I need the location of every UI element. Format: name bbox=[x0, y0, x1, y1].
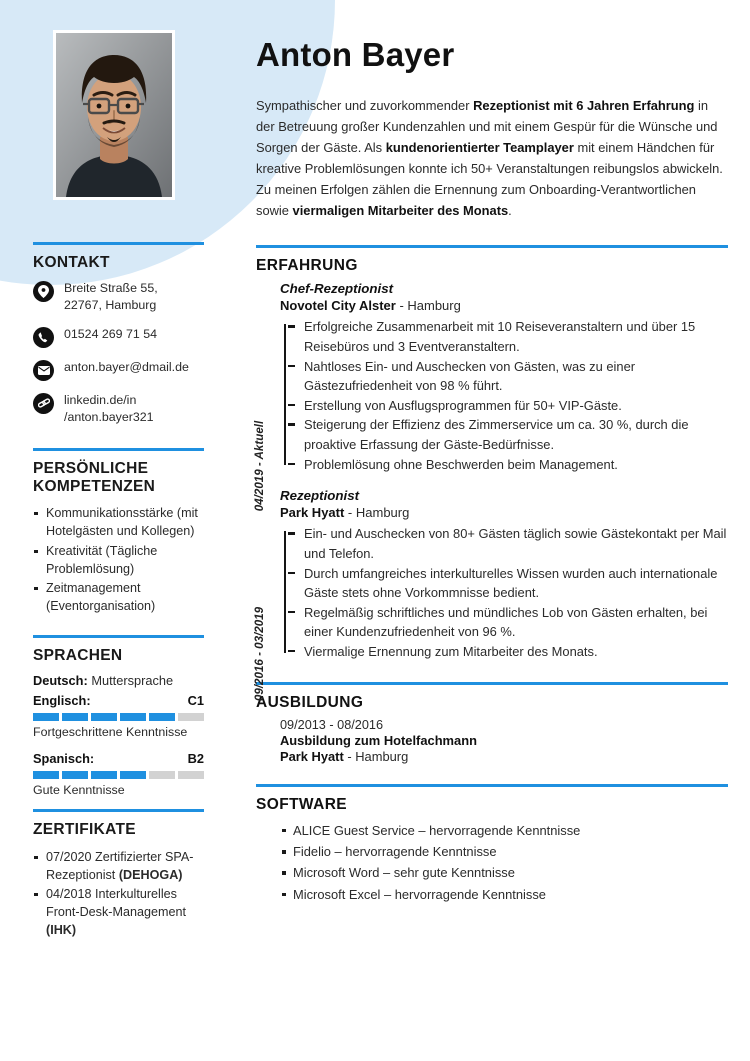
location-pin-icon bbox=[33, 281, 54, 302]
language-level-bar-englisch bbox=[33, 713, 204, 721]
contact-address-text: Breite Straße 55, 22767, Hamburg bbox=[64, 281, 158, 313]
list-item: 04/2018 Interkulturelles Front-Desk-Management (IHK) bbox=[33, 885, 204, 939]
certificates-list bbox=[33, 848, 204, 940]
list-item: Zeitmanagement (Eventorganisation) bbox=[33, 579, 204, 615]
timeline-line bbox=[280, 317, 291, 474]
language-row-spanisch bbox=[33, 751, 204, 766]
skills-heading: PERSÖNLICHE KOMPETENZEN bbox=[33, 459, 156, 495]
skills-list bbox=[33, 504, 204, 615]
job-bullets bbox=[291, 524, 728, 661]
list-item: Durch umfangreiches interkulturelles Wissen wurden auch internationale Gäste stets ohne Vorkommnisse bedient. bbox=[291, 564, 728, 603]
contact-phone-text: 01524 269 71 54 bbox=[64, 326, 158, 341]
language-note: Gute Kenntnisse bbox=[33, 783, 125, 798]
language-row-deutsch bbox=[33, 673, 204, 688]
section-divider bbox=[33, 809, 204, 812]
job-employer: Novotel City Alster - Hamburg bbox=[280, 298, 461, 314]
languages-section bbox=[33, 635, 204, 797]
language-level-bar-spanisch bbox=[33, 771, 204, 779]
education-school: Park Hyatt - Hamburg bbox=[280, 748, 409, 764]
education-degree: Ausbildung zum Hotelfachmann bbox=[280, 732, 477, 748]
list-item: Erfolgreiche Zusammenarbeit mit 10 Reiseveranstaltern und über 15 Reisebüros und 3 Eventveranstaltern. bbox=[291, 317, 728, 356]
language-row-englisch bbox=[33, 693, 204, 708]
contact-item-address[interactable] bbox=[33, 280, 204, 314]
language-level-code: B2 bbox=[187, 751, 204, 767]
certificates-heading: ZERTIFIKATE bbox=[33, 821, 136, 839]
list-item: Microsoft Word – sehr gute Kenntnisse bbox=[280, 862, 728, 883]
education-section bbox=[256, 682, 728, 764]
list-item: Erstellung von Ausflugsprogrammen für 50+ VIP-Gäste. bbox=[291, 396, 728, 416]
certificates-section bbox=[33, 809, 204, 939]
section-divider bbox=[256, 682, 728, 685]
section-divider bbox=[33, 635, 204, 638]
language-name: Englisch: bbox=[33, 693, 91, 709]
software-heading: SOFTWARE bbox=[256, 795, 348, 813]
contact-section bbox=[33, 242, 204, 426]
section-divider bbox=[256, 245, 728, 248]
section-divider bbox=[256, 784, 728, 787]
list-item: Microsoft Excel – hervorragende Kenntnisse bbox=[280, 884, 728, 905]
contact-item-phone[interactable] bbox=[33, 326, 204, 348]
list-item: Steigerung der Effizienz des Zimmerservice um ca. 30 %, durch die proaktive Erfassung der Gäste-Bedürfnisse. bbox=[291, 415, 728, 454]
profile-summary: Sympathischer und zuvorkommender Rezeptionist mit 6 Jahren Erfahrung in der Betreuung großer Kundenzahlen und mit einem Gespür für die Wünsche und Sorgen der Gäste. Als kundenorientierter Teamplayer mit einem Händchen für kreative Problemlösungen konnte ich 50+ Veranstaltungen reibungslos abwickeln. Zu meinen Erfolgen zählen die Ernennung zum Onboarding-Verantwortlichen sowie viermaligen Mitarbeiter des Monats. bbox=[256, 98, 723, 218]
contact-email-text: anton.bayer@dmail.de bbox=[64, 359, 189, 374]
skills-section bbox=[33, 448, 204, 615]
experience-date-vertical: 04/2019 - Aktuell bbox=[253, 421, 266, 512]
education-date: 09/2013 - 08/2016 bbox=[280, 717, 383, 732]
language-name: Spanisch: bbox=[33, 751, 95, 767]
sidebar bbox=[0, 0, 232, 1061]
contact-item-linkedin[interactable] bbox=[33, 392, 204, 426]
list-item: Kreativität (Tägliche Problemlösung) bbox=[33, 542, 204, 578]
link-icon bbox=[33, 393, 54, 414]
section-divider bbox=[33, 242, 204, 245]
job-bullets bbox=[291, 317, 728, 474]
language-level: Muttersprache bbox=[91, 673, 174, 689]
job-employer: Park Hyatt - Hamburg bbox=[280, 505, 410, 521]
phone-icon bbox=[33, 327, 54, 348]
list-item: ALICE Guest Service – hervorragende Kenntnisse bbox=[280, 820, 728, 841]
timeline-line bbox=[280, 524, 291, 661]
language-level-code: C1 bbox=[187, 693, 204, 709]
job-title: Chef-Rezeptionist bbox=[280, 281, 394, 297]
language-name: Deutsch: bbox=[33, 673, 88, 689]
profile-photo bbox=[53, 30, 175, 200]
software-list bbox=[256, 820, 728, 906]
experience-section bbox=[253, 245, 728, 701]
experience-heading: ERFAHRUNG bbox=[256, 257, 358, 275]
experience-date-vertical: 09/2016 - 03/2019 bbox=[253, 606, 266, 701]
list-item: Ein- und Auschecken von 80+ Gästen täglich sowie Gästekontakt per Mail und Telefon. bbox=[291, 524, 728, 563]
education-entry bbox=[256, 718, 728, 764]
list-item: Regelmäßig schriftliches und mündliches Lob von Gästen erhalten, bei einer Kundenzufriedenheit von 96 %. bbox=[291, 603, 728, 642]
job-title: Rezeptionist bbox=[280, 488, 360, 504]
list-item: Problemlösung ohne Beschwerden beim Management. bbox=[291, 455, 728, 475]
page-title: Anton Bayer bbox=[256, 36, 455, 73]
list-item: Fidelio – hervorragende Kenntnisse bbox=[280, 841, 728, 862]
experience-entry bbox=[253, 281, 728, 512]
section-divider bbox=[33, 448, 204, 451]
experience-entry bbox=[253, 488, 728, 701]
software-section bbox=[256, 784, 728, 906]
list-item: Viermalige Ernennung zum Mitarbeiter des Monats. bbox=[291, 642, 728, 662]
list-item: Nahtloses Ein- und Auschecken von Gästen, was zu einer Gästezufriedenheit von 98 % führt. bbox=[291, 357, 728, 396]
main-column bbox=[232, 0, 750, 1061]
list-item: Kommunikationsstärke (mit Hotelgästen und Kollegen) bbox=[33, 504, 204, 540]
list-item: 07/2020 Zertifizierter SPA-Rezeptionist (DEHOGA) bbox=[33, 848, 204, 884]
contact-linkedin-text: linkedin.de/in /anton.bayer321 bbox=[64, 392, 154, 424]
contact-heading: KONTAKT bbox=[33, 254, 110, 271]
envelope-icon bbox=[33, 360, 54, 381]
contact-item-email[interactable] bbox=[33, 359, 204, 381]
education-heading: AUSBILDUNG bbox=[256, 693, 364, 711]
language-note: Fortgeschrittene Kenntnisse bbox=[33, 725, 188, 740]
languages-heading: SPRACHEN bbox=[33, 647, 123, 665]
